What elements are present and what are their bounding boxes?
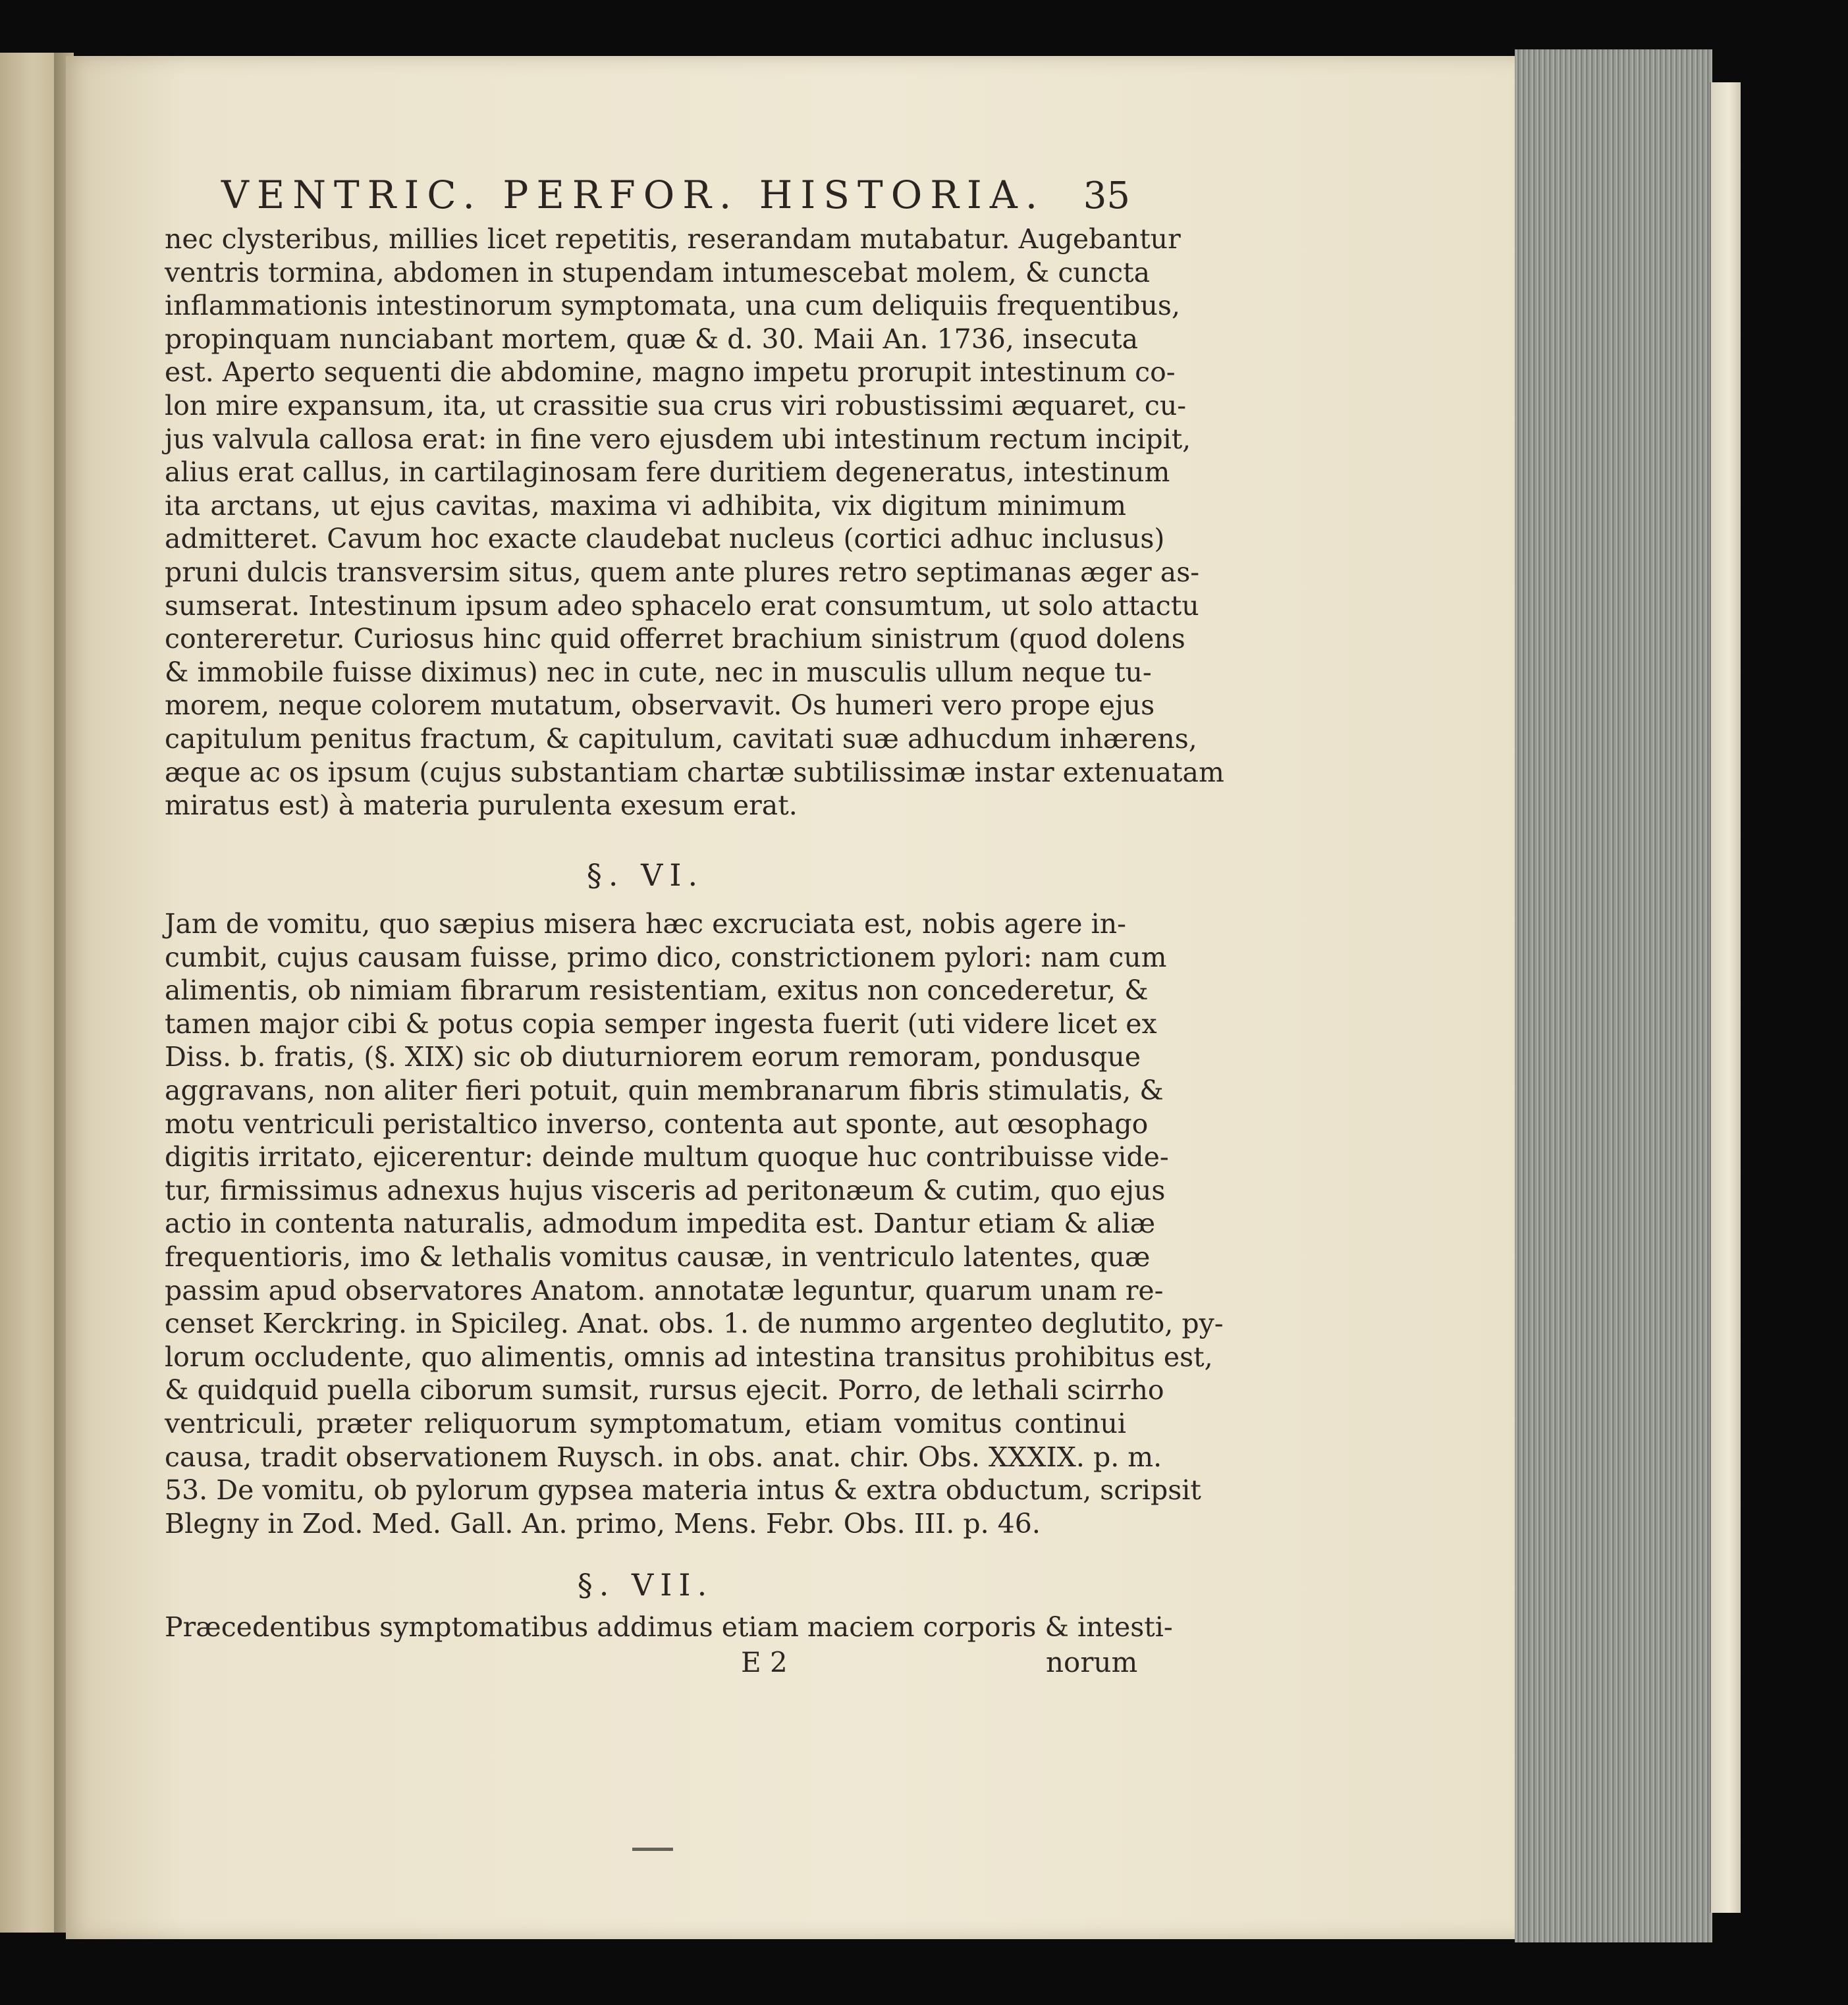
text-line: sumserat. Intestinum ipsum adeo sphacelo erat consumtum, ut solo attactu <box>165 589 1199 622</box>
ink-mark <box>632 1848 673 1851</box>
text-line: propinquam nunciabant mortem, quæ & d. 30. Maii An. 1736, insecuta <box>165 323 1139 355</box>
paragraph-continuation <box>165 223 1224 822</box>
text-line: lon mire expansum, ita, ut crassitie sua crus viri robustissimi æquaret, cu- <box>165 389 1187 421</box>
text-line: ventris tormina, abdomen in stupendam intumescebat molem, & cuncta <box>165 256 1151 288</box>
page-block-edge <box>1515 49 1712 1942</box>
text-line: alius erat callus, in cartilaginosam fere duritiem degeneratus, intestinum <box>165 456 1170 489</box>
text-line: & quidquid puella ciborum sumsit, rursus ejecit. Porro, de lethali scirrho <box>165 1374 1164 1406</box>
text-line: jus valvula callosa erat: in fine vero ejusdem ubi intestinum rectum incipit, <box>165 423 1191 455</box>
text-line: admitteret. Cavum hoc exacte claudebat nucleus (cortici adhuc inclusus) <box>165 523 1165 555</box>
text-line: pruni dulcis transversim situs, quem ante plures retro septimanas æger as- <box>165 556 1200 588</box>
text-line: est. Aperto sequenti die abdomine, magno impetu prorupit intestinum co- <box>165 356 1176 388</box>
running-head-title: VENTRIC. PERFOR. HISTORIA. <box>221 173 1046 217</box>
catchword: norum <box>1046 1646 1138 1678</box>
section-vii-heading: §. VII. <box>577 1567 714 1603</box>
text-line: Diss. b. fratis, (§. XIX) sic ob diuturniorem eorum remoram, pondusque <box>165 1041 1141 1073</box>
signature-mark: E 2 <box>741 1646 788 1678</box>
text-line: 53. De vomitu, ob pylorum gypsea materia intus & extra obductum, scripsit <box>165 1474 1201 1507</box>
text-line: alimentis, ob nimiam fibrarum resistentiam, exitus non concederetur, & <box>165 975 1149 1007</box>
section-vi-body <box>165 907 1224 1540</box>
text-line: inflammationis intestinorum symptomata, una cum deliquiis frequentibus, <box>165 290 1180 322</box>
text-line: & immobile fuisse diximus) nec in cute, nec in musculis ullum neque tu- <box>165 656 1152 688</box>
text-line: nec clysteribus, millies licet repetitis, reserandam mutabatur. Augebantur <box>165 223 1181 255</box>
section-vi-heading: §. VI. <box>586 857 705 893</box>
page-number: 35 <box>1083 174 1130 217</box>
text-line: æque ac os ipsum (cujus substantiam chartæ subtilissimæ instar extenuatam <box>165 756 1224 788</box>
text-line: digitis irritato, ejicerentur: deinde multum quoque huc contribuisse vide- <box>165 1141 1169 1173</box>
text-line: cumbit, cujus causam fuisse, primo dico, constrictionem pylori: nam cum <box>165 941 1167 973</box>
section-vii-body <box>165 1611 1173 1644</box>
text-line: miratus est) à materia purulenta exesum erat. <box>165 789 798 822</box>
text-line: ventriculi, præter reliquorum symptomatum, etiam vomitus continui <box>165 1407 1126 1439</box>
text-line: contereretur. Curiosus hinc quid offerret brachium sinistrum (quod dolens <box>165 623 1185 655</box>
text-line: ita arctans, ut ejus cavitas, maxima vi adhibita, vix digitum minimum <box>165 489 1126 521</box>
text-line: tamen major cibi & potus copia semper ingesta fuerit (uti videre licet ex <box>165 1007 1157 1040</box>
text-line: Blegny in Zod. Med. Gall. An. primo, Mens. Febr. Obs. III. p. 46. <box>165 1507 1041 1539</box>
text-line: lorum occludente, quo alimentis, omnis ad intestina transitus prohibitus est, <box>165 1341 1213 1373</box>
text-line: motu ventriculi peristaltico inverso, contenta aut sponte, aut œsophago <box>165 1108 1149 1140</box>
text-line: actio in contenta naturalis, admodum impedita est. Dantur etiam & aliæ <box>165 1208 1156 1240</box>
facing-page-edge <box>0 53 59 1933</box>
text-line: censet Kerckring. in Spicileg. Anat. obs. 1. de nummo argenteo deglutito, py- <box>165 1308 1224 1340</box>
running-head <box>221 173 1130 217</box>
text-line: Jam de vomitu, quo sæpius misera hæc excruciata est, nobis agere in- <box>165 908 1126 940</box>
book-cover-edge <box>1710 82 1741 1913</box>
text-line: Præcedentibus symptomatibus addimus etiam maciem corporis & intesti- <box>165 1611 1173 1643</box>
text-line: aggravans, non aliter fieri potuit, quin membranarum fibris stimulatis, & <box>165 1074 1164 1106</box>
text-line: frequentioris, imo & lethalis vomitus causæ, in ventriculo latentes, quæ <box>165 1241 1151 1273</box>
text-line: tur, firmissimus adnexus hujus visceris ad peritonæum & cutim, quo ejus <box>165 1174 1166 1206</box>
text-line: capitulum penitus fractum, & capitulum, cavitati suæ adhucdum inhærens, <box>165 722 1197 755</box>
text-line: causa, tradit observationem Ruysch. in obs. anat. chir. Obs. XXXIX. p. m. <box>165 1441 1162 1473</box>
text-line: morem, neque colorem mutatum, observavit. Os humeri vero prope ejus <box>165 689 1155 722</box>
text-line: passim apud observatores Anatom. annotatæ leguntur, quarum unam re- <box>165 1274 1164 1306</box>
